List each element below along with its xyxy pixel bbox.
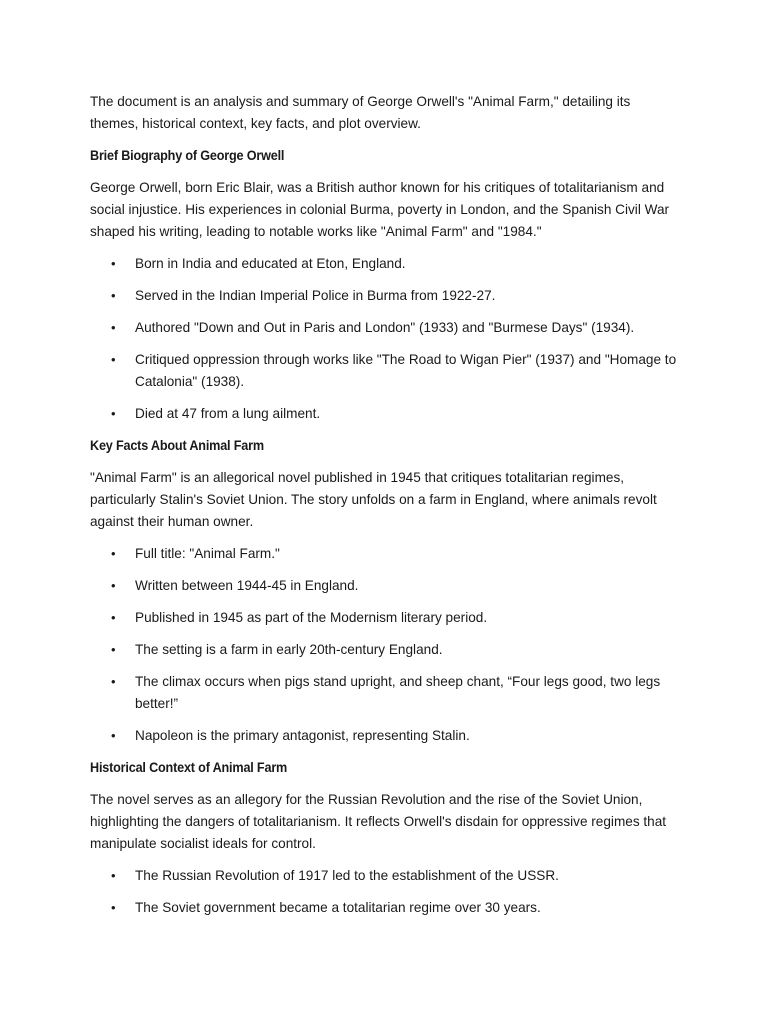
list-item: • Napoleon is the primary antagonist, representing Stalin. [90, 725, 682, 747]
bullet-icon: • [111, 610, 116, 625]
list-item: • The Russian Revolution of 1917 led to the establishment of the USSR. [90, 865, 682, 887]
list-item: • Served in the Indian Imperial Police in Burma from 1922-27. [90, 285, 682, 307]
section-paragraph-key-facts: "Animal Farm" is an allegorical novel published in 1945 that critiques totalitarian regimes, particularly Stalin's Soviet Union. The story unfolds on a farm in England, where animals revolt against their human owner. [90, 470, 657, 529]
list-item: • The Soviet government became a totalitarian regime over 30 years. [90, 897, 682, 919]
bullet-icon: • [111, 352, 116, 367]
list-item: • The climax occurs when pigs stand upright, and sheep chant, “Four legs good, two legs better!” [90, 671, 682, 715]
section-heading-key-facts: Key Facts About Animal Farm [90, 438, 264, 453]
bullet-icon: • [111, 900, 116, 915]
bullet-icon: • [111, 642, 116, 657]
list-item: • Died at 47 from a lung ailment. [90, 403, 682, 425]
bullet-icon: • [111, 406, 116, 421]
bullet-icon: • [111, 868, 116, 883]
intro-paragraph: The document is an analysis and summary of George Orwell's "Animal Farm," detailing its themes, historical context, key facts, and plot overview. [90, 94, 631, 131]
bullet-list-biography [90, 253, 682, 425]
bullet-icon: • [111, 320, 116, 335]
section-paragraph-biography: George Orwell, born Eric Blair, was a British author known for his critiques of totalitarianism and social injustice. His experiences in colonial Burma, poverty in London, and the Spanish Civil War shaped his writing, leading to notable works like "Animal Farm" and "1984." [90, 180, 670, 239]
list-item: • Written between 1944-45 in England. [90, 575, 682, 597]
bullet-icon: • [111, 728, 116, 743]
bullet-icon: • [111, 288, 116, 303]
list-item: • Published in 1945 as part of the Modernism literary period. [90, 607, 682, 629]
list-item: • Born in India and educated at Eton, England. [90, 253, 682, 275]
list-item: • Full title: "Animal Farm." [90, 543, 682, 565]
list-item: • The setting is a farm in early 20th-century England. [90, 639, 682, 661]
section-heading-biography: Brief Biography of George Orwell [90, 148, 285, 163]
list-item: • Critiqued oppression through works like "The Road to Wigan Pier" (1937) and "Homage to Catalonia" (1938). [90, 349, 682, 393]
document-page [90, 91, 682, 929]
bullet-list-key-facts [90, 543, 682, 747]
list-item: • Authored "Down and Out in Paris and London" (1933) and "Burmese Days" (1934). [90, 317, 682, 339]
bullet-icon: • [111, 256, 116, 271]
section-paragraph-historical-context: The novel serves as an allegory for the Russian Revolution and the rise of the Soviet Union, highlighting the dangers of totalitarianism. It reflects Orwell's disdain for oppressive regimes that manipulate socialist ideals for control. [90, 792, 667, 851]
bullet-icon: • [111, 546, 116, 561]
bullet-icon: • [111, 674, 116, 689]
bullet-icon: • [111, 578, 116, 593]
bullet-list-historical-context [90, 865, 682, 919]
section-heading-historical-context: Historical Context of Animal Farm [90, 760, 288, 775]
